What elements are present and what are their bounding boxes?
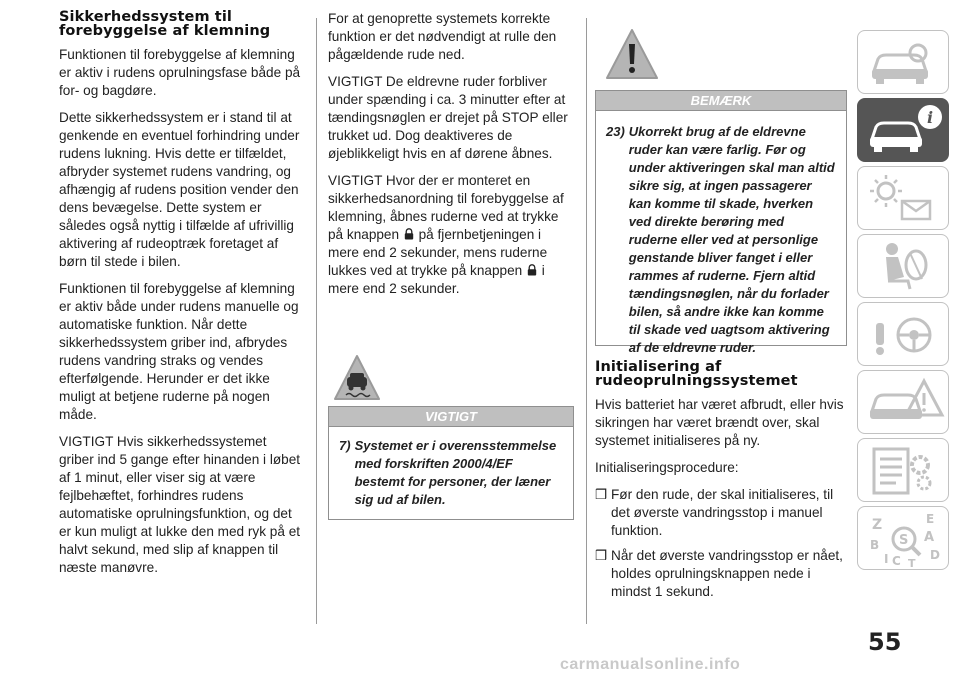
tab-safety[interactable] xyxy=(857,234,949,298)
index-letter-i: I xyxy=(884,552,889,566)
alphabet-index-icon xyxy=(858,507,950,571)
tab-warning-lights[interactable] xyxy=(857,166,949,230)
paragraph-part: i mere end 2 sekunder. xyxy=(328,263,545,296)
index-letter-a: A xyxy=(924,530,935,545)
lock-icon xyxy=(404,228,414,240)
index-letter-d: D xyxy=(930,548,940,562)
index-letter-z: Z xyxy=(872,517,883,533)
bullet-text: Før den rude, der skal initialiseres, til det øverste vandringsstop i manuel funktion. xyxy=(611,487,834,538)
note-box xyxy=(595,111,847,355)
important-note-box xyxy=(328,427,574,520)
tab-maintenance[interactable] xyxy=(857,438,949,502)
note xyxy=(606,123,836,357)
tab-knowing-car[interactable] xyxy=(857,98,949,162)
paragraph: Funktionen til forebyggelse af klemning er aktiv både under rudens manuelle og automatiske funktion. Når dette sikkerhedssystem griber ind, afbrydes rudens vandring straks og vendes efterfølgende. Herunder er det ikke muligt at betjene ruderne på nogen måde. xyxy=(59,281,299,422)
column-middle xyxy=(328,10,574,507)
important-note xyxy=(339,437,563,509)
note-text: Systemet er i overensstemmelse med forskriften 2000/4/EF bestemt for personer, der læner sig ud af bilen. xyxy=(354,438,557,507)
key-steering-wheel-icon xyxy=(858,303,950,367)
exclamation-warning-icon xyxy=(603,26,661,84)
index-letter-t: T xyxy=(908,557,916,570)
paragraph: Dette sikkerhedssystem er i stand til at genkende en eventuel forhindring under rudens lukning. Hvis dette er tilfældet, afbryder systemet rudens vandring, og afhængig af rudens position vender den dens bevægelse. Dette system er således også nyttig i tilfælde af ufrivillig aktivering af rudeoptræk foretaget af børn til stede i bilen. xyxy=(59,110,300,269)
paragraph: VIGTIGT Hvis sikkerhedssystemet griber ind 5 gange efter hinanden i løbet af 1 minut, eller viser sig at være fejlbehæftet, forhindres rudens automatiske oprulningsfunktion, og det er kun muligt at lukke den med ryk på et halvt sekund, med slip af knappen til næste manøvre. xyxy=(59,434,301,575)
paragraph-part: VIGTIGT Hvor der er monteret en sikkerhedsanordning til forebyggelse af klemning, åbnes ruderne ved at trykke på knappen xyxy=(328,173,564,242)
paragraph: Initialiseringsprocedure: xyxy=(595,460,739,475)
tab-starting-driving[interactable] xyxy=(857,302,949,366)
slippery-road-warning-icon xyxy=(332,353,382,403)
bullet-item xyxy=(595,486,847,540)
column-right xyxy=(595,10,847,608)
car-dashboard-icon xyxy=(858,31,950,95)
column-left xyxy=(59,10,301,586)
checkbox-bullet-icon: ❒ xyxy=(595,548,608,563)
bullet-text: Når det øverste vandringsstop er nået, holdes oprulningsknappen nede i mindst 1 sekund. xyxy=(611,548,843,599)
important-box xyxy=(328,353,574,520)
page-number: 55 xyxy=(868,628,902,656)
note-text: Ukorrekt brug af de eldrevne ruder kan være farlig. Før og under aktiveringen skal man altid sikre sig, at ingen passagerer kan komme til skade, hverken ved direkte berøring med ruderne eller ved at personlige genstande bliver fanget i eller rammes af ruderne. Fjern altid tændingsnøglen, når du forlader bilen, så andre ikke kan komme til skade ved uagtsom aktivering af de eldrevne ruder. xyxy=(628,124,835,355)
airbag-seat-icon xyxy=(858,235,950,299)
paragraph: Hvis batteriet har været afbrudt, eller hvis sikringen har været brændt over, skal systemet initialiseres på ny. xyxy=(595,397,844,448)
paragraph-part: på fjernbetjeningen i mere end 2 sekunder, mens ruderne lukkes ved at trykke på knappen xyxy=(328,227,548,278)
paragraph xyxy=(328,172,574,298)
column-divider xyxy=(586,18,587,624)
warning-light-icon xyxy=(858,167,950,231)
note-title: BEMÆRK xyxy=(595,90,847,111)
watermark-text: carmanualsonline.info xyxy=(560,656,741,673)
note-number: 7) xyxy=(339,438,351,453)
checkbox-bullet-icon: ❒ xyxy=(595,487,608,502)
car-info-icon xyxy=(858,99,950,163)
tab-technical-data[interactable] xyxy=(857,506,949,570)
lock-icon xyxy=(527,264,537,276)
bullet-item xyxy=(595,547,847,601)
paragraph: For at genoprette systemets korrekte funktion er det nødvendigt at rulle den pågældende rude ned. xyxy=(328,11,557,62)
section-heading-initialisation: Initialisering af rudeoprulningssystemet xyxy=(595,359,798,389)
paragraph: VIGTIGT De eldrevne ruder forbliver under spænding i ca. 3 minutter efter at tændingsnøglen er drejet på STOP eller trukket ud. Dog deaktiveres de øjeblikkeligt hvis en af dørene åbnes. xyxy=(328,74,568,161)
svg-text:i: i xyxy=(926,108,934,127)
index-letter-b: B xyxy=(870,538,880,552)
car-emergency-icon xyxy=(858,371,950,435)
column-divider xyxy=(316,18,317,624)
checklist-gear-icon xyxy=(858,439,950,503)
paragraph: Funktionen til forebyggelse af klemning er aktiv i rudens oprulningsfase både på for- og bagdøre. xyxy=(59,47,301,98)
tab-emergency[interactable] xyxy=(857,370,949,434)
note-number: 23) xyxy=(606,124,625,139)
tab-dashboard[interactable] xyxy=(857,30,949,94)
index-letter-e: E xyxy=(926,512,935,526)
important-title: VIGTIGT xyxy=(328,406,574,427)
section-heading-anti-pinch: Sikkerhedssystem til forebyggelse af klemning xyxy=(59,9,271,39)
index-letter-c: C xyxy=(892,554,901,568)
index-letter-s: S xyxy=(899,533,909,548)
